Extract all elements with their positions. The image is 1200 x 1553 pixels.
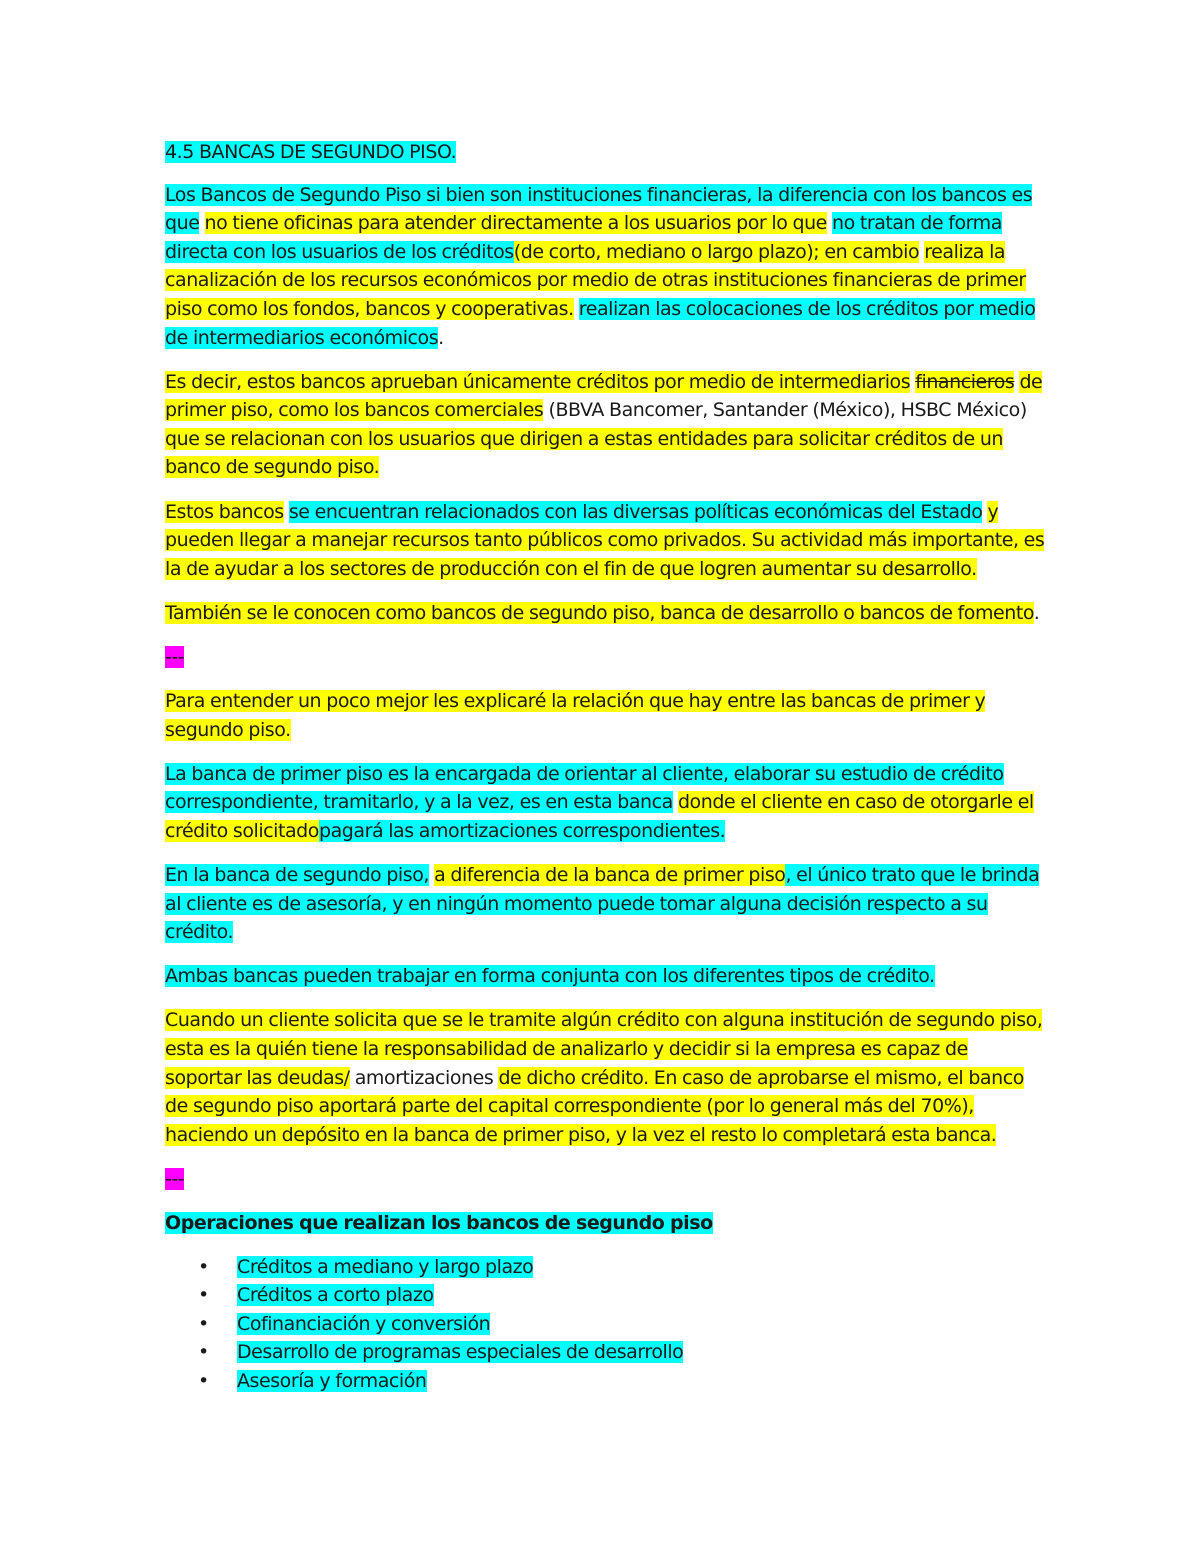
paragraph-first-tier — [165, 760, 1045, 846]
paragraph-policies — [165, 498, 1045, 584]
text-run: Cuando un cliente solicita que se le tramite algún crédito con alguna institución de segundo piso, esta es la quién tiene la responsabilidad de analizarlo y decidir si la empresa es capaz de soportar las deudas/ — [165, 1009, 1043, 1089]
list-item-text: Cofinanciación y conversión — [237, 1312, 491, 1335]
text-run: no tratan de forma directa con los usuarios de los créditos — [165, 212, 1002, 263]
struck-text-run: financieros — [915, 370, 1015, 393]
document-body — [165, 138, 1045, 1395]
text-run: realizan las colocaciones de los créditos por medio de intermediarios económicos — [165, 297, 1036, 349]
text-run: a diferencia de la banca de primer piso — [434, 863, 786, 886]
text-run: y — [987, 500, 999, 523]
text-run: no tiene oficinas para atender directamente a los usuarios por lo que — [204, 212, 827, 235]
title-text: 4.5 BANCAS DE SEGUNDO PISO. — [165, 141, 457, 163]
paragraph-explain — [165, 687, 1045, 744]
text-run: realiza la canalización de los recursos económicos por medio de otras instituciones financieras de primer piso como los fondos, bancos y cooperativas. — [165, 240, 1026, 320]
text-run: , el único trato que le brinda al cliente es de asesoría, y en ningún momento puede tomar alguna decisión respecto a su crédito. — [165, 863, 1040, 944]
text-run: Los Bancos de Segundo Piso si bien son instituciones financieras, la diferencia con los bancos es que — [165, 183, 1033, 235]
bullet-icon: • — [198, 1369, 209, 1392]
text-run: La banca de primer piso es la encargada de orientar al cliente, elaborar su estudio de crédito correspondiente, tramitarlo, y a la vez, es en esta banca — [165, 762, 1004, 814]
operations-list — [165, 1253, 1045, 1396]
text-run: pueden llegar a manejar recursos tanto públicos como privados. Su actividad más importante, es la de ayudar a los sectores de producción con el fin de que logren aumentar su desarrollo. — [165, 529, 1045, 580]
list-item-text: Créditos a mediano y largo plazo — [237, 1255, 534, 1278]
paragraph-second-tier — [165, 861, 1045, 947]
text-run: Estos bancos — [165, 500, 284, 523]
document-title — [165, 138, 1045, 167]
paragraph-joint — [165, 962, 1045, 991]
text-run: de primer piso, como los bancos comerciales — [165, 370, 1043, 422]
list-item — [165, 1367, 1045, 1396]
separator-1 — [165, 643, 1045, 672]
list-item — [165, 1253, 1045, 1282]
list-item-text: Asesoría y formación — [237, 1369, 427, 1392]
list-item — [165, 1310, 1045, 1339]
text-run: se encuentran relacionados con las diversas políticas económicas del Estado — [288, 500, 983, 523]
paragraph-also-known — [165, 599, 1045, 628]
bullet-icon: • — [198, 1341, 209, 1364]
list-item — [165, 1338, 1045, 1367]
operations-heading — [165, 1209, 1045, 1238]
separator-text: --- — [165, 645, 185, 668]
separator-2 — [165, 1165, 1045, 1194]
text-run: amortizaciones — [354, 1066, 494, 1089]
text-run: En la banca de segundo piso, — [165, 863, 429, 886]
text-run: (de corto, mediano o largo plazo); en cambio — [513, 240, 920, 263]
text-run: de dicho crédito. En caso de aprobarse el mismo, el banco de segundo piso aportará parte del capital correspondiente (por lo general más del 70%), haciendo un depósito en la banca de primer piso, y la vez el resto lo completará esta banca. — [165, 1066, 1024, 1146]
paragraph-intermediaries — [165, 368, 1045, 482]
bullet-icon: • — [198, 1255, 209, 1278]
text-run: . — [1033, 601, 1040, 624]
text-run: También se le conocen como bancos de segundo piso, banca de desarrollo o bancos de fomento — [165, 601, 1034, 624]
text-run: donde el cliente en caso de otorgarle el crédito solicitado — [165, 791, 1034, 842]
text-run: (BBVA Bancomer, Santander (México), HSBC México) — [548, 399, 1027, 422]
list-item — [165, 1281, 1045, 1310]
separator-text: --- — [165, 1167, 185, 1190]
list-item-text: Desarrollo de programas especiales de desarrollo — [237, 1341, 684, 1364]
list-item-text: Créditos a corto plazo — [237, 1284, 434, 1307]
heading-text: Operaciones que realizan los bancos de segundo piso — [165, 1211, 713, 1234]
text-run: Ambas bancas pueden trabajar en forma conjunta con los diferentes tipos de crédito. — [165, 965, 935, 988]
text-run: Es decir, estos bancos aprueban únicamente créditos por medio de intermediarios — [165, 370, 911, 393]
paragraph-definition — [165, 181, 1045, 353]
text-run: Para entender un poco mejor les explicaré la relación que hay entre las bancas de primer y segundo piso. — [165, 690, 986, 741]
bullet-icon: • — [198, 1284, 209, 1307]
text-run: que se relacionan con los usuarios que dirigen a estas entidades para solicitar créditos de un banco de segundo piso. — [165, 427, 1004, 479]
bullet-icon: • — [198, 1312, 209, 1335]
text-run: . — [438, 326, 444, 349]
paragraph-process — [165, 1006, 1045, 1149]
text-run: pagará las amortizaciones correspondientes. — [318, 819, 726, 842]
